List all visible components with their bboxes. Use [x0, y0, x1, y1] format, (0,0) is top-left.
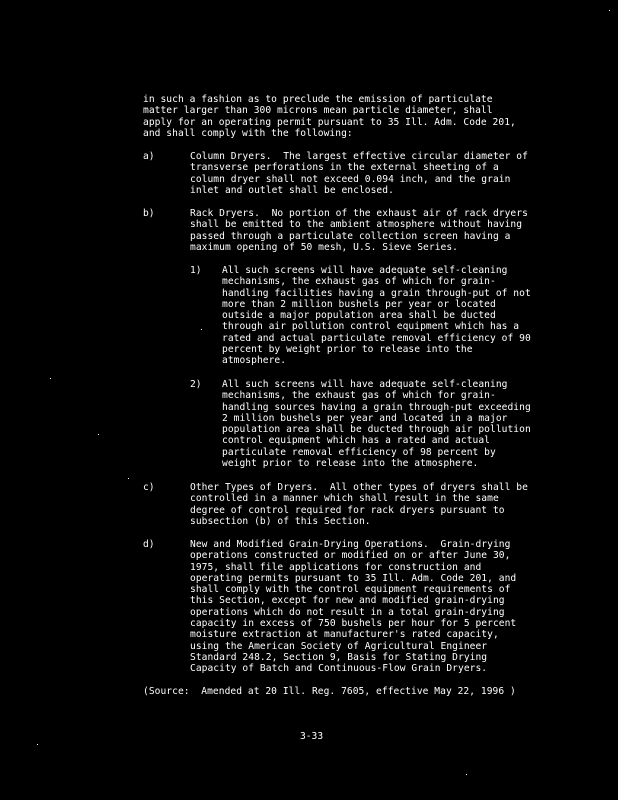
intro-paragraph: in such a fashion as to preclude the emission of particulate matter larger than 300 microns mean particle diameter, shall apply for an operating permit pursuant to 35 Ill. Adm. Code 201, and shall comply with the following: — [143, 94, 516, 139]
scan-speck — [37, 744, 38, 745]
item-b1-text: All such screens will have adequate self-cleaning mechanisms, the exhaust gas of which for grain- handling facilities having a grain through-put of not more than 2 million bushels per year or located outside a major population area shall be ducted through air pollution control equipment which has a rated and actual particulate removal efficiency of 90 percent by weight prior to release into the atmosphere. — [222, 265, 531, 367]
item-d-label: d) — [143, 539, 155, 550]
scan-speck — [609, 10, 610, 11]
item-a-text: Column Dryers. The largest effective circular diameter of transverse perforations in the external sheeting of a column dryer shall not exceed 0.094 inch, and the grain inlet and outlet shall be enclosed. — [190, 151, 528, 196]
scan-speck — [98, 434, 99, 435]
item-b2-label: 2) — [190, 379, 202, 390]
source-note: (Source: Amended at 20 Ill. Reg. 7605, effective May 22, 1996 ) — [143, 686, 516, 697]
scan-speck — [128, 478, 129, 479]
item-a-label: a) — [143, 151, 155, 162]
item-c-text: Other Types of Dryers. All other types of dryers shall be controlled in a manner which shall result in the same degree of control required for rack dryers pursuant to subsection (b) of this Section. — [190, 482, 528, 527]
scan-speck — [201, 329, 202, 330]
item-d-text: New and Modified Grain-Drying Operations. Grain-drying operations constructed or modified on or after June 30, 1975, shall file applications for construction and operating permits pursuant to 35 Ill. Adm. Code 201, and shall comply with the control equipment requirements of this Section, except for new and modified grain-drying operations which do not result in a total grain-drying capacity in excess of 750 bushels per hour for 5 percent moisture extraction at manufacturer's rated capacity, using the American Society of Agricultural Engineer Standard 248.2, Section 9, Basis for Stating Drying Capacity of Batch and Continuous-Flow Grain Dryers. — [190, 539, 517, 675]
item-b-text: Rack Dryers. No portion of the exhaust air of rack dryers shall be emitted to the ambient atmosphere without having passed through a particulate collection screen having a maximum opening of 50 mesh, U.S. Sieve Series. — [190, 208, 528, 253]
page-number: 3-33 — [300, 731, 324, 742]
item-b2-text: All such screens will have adequate self-cleaning mechanisms, the exhaust gas of which for grain- handling sources having a grain through-put exceeding 2 million bushels per year and located in a major population area shall be ducted through air pollution control equipment which has a rated and actual particulate removal efficiency of 98 percent by weight prior to release into the atmosphere. — [222, 379, 531, 470]
scan-speck — [466, 774, 467, 775]
scan-speck — [50, 378, 51, 379]
item-b-label: b) — [143, 208, 155, 219]
item-c-label: c) — [143, 482, 155, 493]
item-b1-label: 1) — [190, 265, 202, 276]
